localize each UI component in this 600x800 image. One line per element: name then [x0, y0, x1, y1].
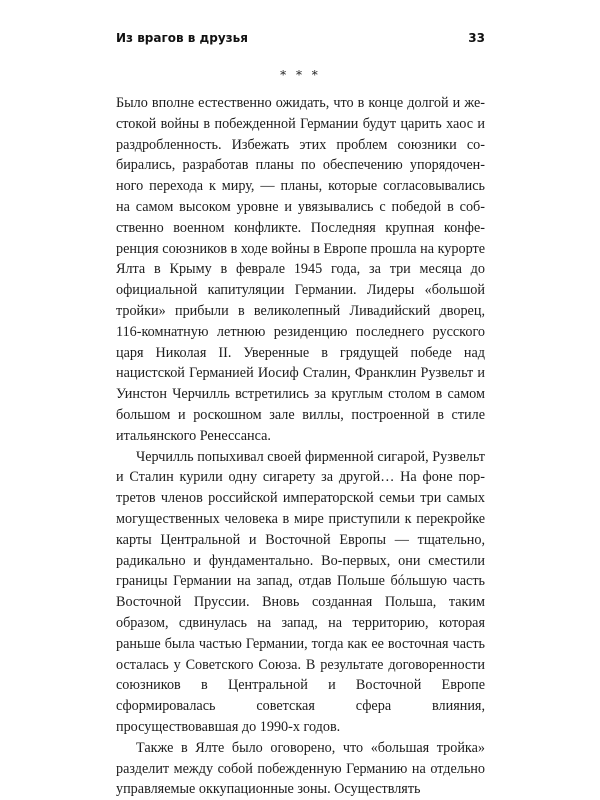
paragraph: Было вполне естественно ожидать, что в конце долгой и жестокой войны в побежденной Германии будут царить хаос и раздробленность. Избежать этих проблем союзники собирались, разработав планы по обеспечению упорядоченного перехода к миру, — планы, которые согласовывались на самом высоком уровне и увязывались с победой в собственно военном конфликте. Последняя крупная конференция союзников в ходе войны в Европе прошла на курорте Ялта в Крыму в феврале 1945 года, за три месяца до официальной капитуляции Германии. Лидеры «большой тройки» прибыли в великолепный Ливадийский дворец, 116-комнатную летнюю резиденцию последнего русского царя Николая II. Уверенные в грядущей победе над нацистской Германией Иосиф Сталин, Франклин Рузвельт и Уинстон Черчилль встретились за круглым столом в самом большом и роскошном зале виллы, построенной в стиле итальянского Ренессанса.	[116, 95, 485, 444]
running-header	[116, 31, 485, 45]
paragraph: Также в Ялте было оговорено, что «большая тройка» разделит между собой побежденную Германию на отдельно управляемые оккупационные зоны. Осуществлять	[116, 739, 485, 798]
chapter-title: Из врагов в друзья	[116, 31, 248, 45]
section-separator: * * *	[280, 68, 321, 82]
page-number: 33	[468, 31, 485, 45]
body-text	[116, 93, 485, 800]
paragraph: Черчилль попыхивал своей фирменной сигарой, Рузвельт и Сталин курили одну сигарету за другой… На фоне портретов членов российской императорской семьи три самых могущественных человека в мире приступили к перекройке карты Центральной и Восточной Европы — тщательно, радикально и фундаментально. Во-первых, они сместили границы Германии на запад, отдав Польше бóльшую часть Восточной Пруссии. Вновь созданная Польша, таким образом, сдвинулась на запад, на территорию, которая раньше была частью Германии, тогда как ее восточная часть осталась у Советского Союза. В результате договоренности союзников в Центральной и Восточной Европе сформировалась советская сфера влияния, просуществовавшая до 1990-х годов.	[116, 448, 485, 735]
